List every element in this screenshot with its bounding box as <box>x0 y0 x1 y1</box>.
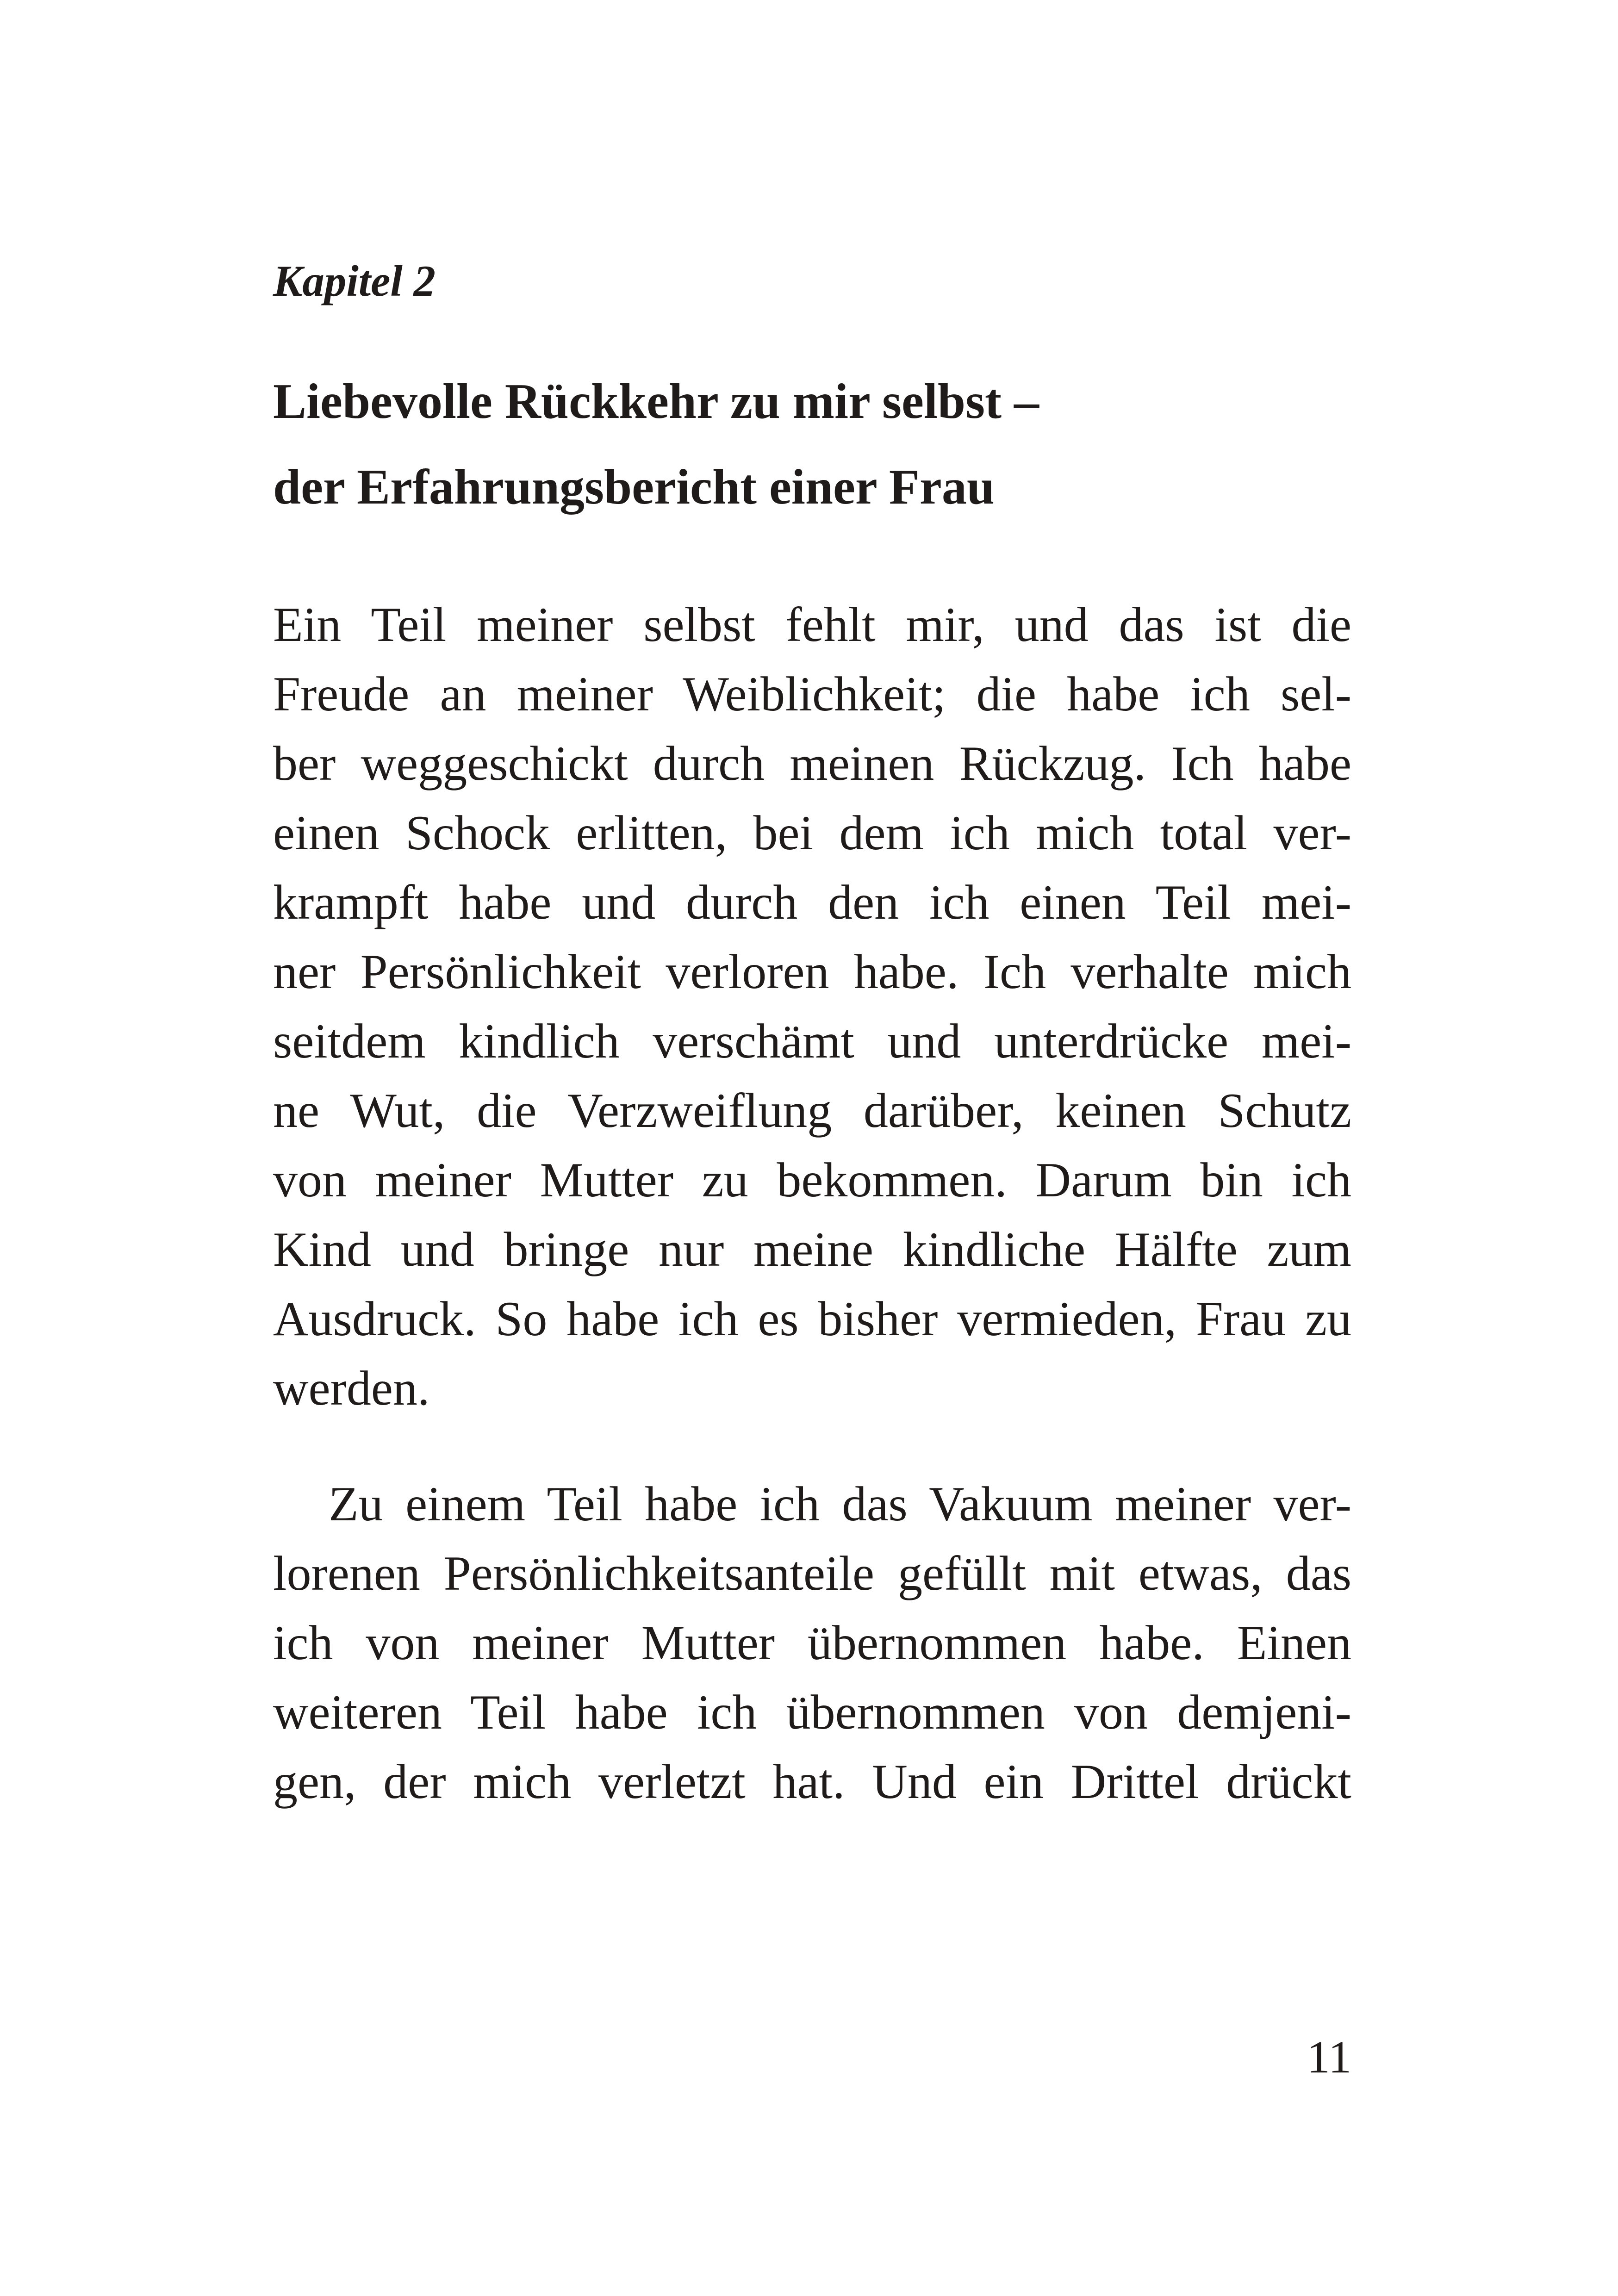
text-line: Kind und bringe nur meine kindliche Hälfte zum <box>273 1222 1351 1276</box>
chapter-title-line: Liebevolle Rückkehr zu mir selbst – <box>273 374 1039 429</box>
text-line: ner Persönlichkeit verloren habe. Ich verhalte mich <box>273 945 1351 999</box>
paragraph <box>273 590 1351 1423</box>
text-line: Zu einem Teil habe ich das Vakuum meiner ver- <box>329 1477 1351 1531</box>
text-line: seitdem kindlich verschämt und unterdrücke mei- <box>273 1014 1351 1068</box>
text-line: lorenen Persönlichkeitsanteile gefüllt mit etwas, das <box>273 1546 1351 1600</box>
text-line: Freude an meiner Weiblichkeit; die habe ich sel- <box>273 667 1351 721</box>
page-number: 11 <box>1307 2031 1351 2083</box>
chapter-title-line: der Erfahrungsbericht einer Frau <box>273 460 995 515</box>
text-line: Ein Teil meiner selbst fehlt mir, und das ist die <box>273 597 1351 652</box>
text-line: gen, der mich verletzt hat. Und ein Drittel drückt <box>273 1755 1351 1809</box>
text-line: einen Schock erlitten, bei dem ich mich total ver- <box>273 806 1351 860</box>
text-line: ne Wut, die Verzweiflung darüber, keinen Schutz <box>273 1083 1351 1138</box>
text-line: werden. <box>273 1361 430 1415</box>
text-line: ich von meiner Mutter übernommen habe. Einen <box>273 1616 1351 1670</box>
text-line: Ausdruck. So habe ich es bisher vermieden, Frau zu <box>273 1292 1351 1346</box>
text-line: ber weggeschickt durch meinen Rückzug. Ich habe <box>273 736 1351 790</box>
chapter-title <box>273 359 1356 530</box>
paragraph <box>273 1469 1351 1817</box>
chapter-label: Kapitel 2 <box>273 256 436 305</box>
text-line: von meiner Mutter zu bekommen. Darum bin ich <box>273 1153 1351 1207</box>
text-line: krampft habe und durch den ich einen Teil mei- <box>273 875 1351 929</box>
text-line: weiteren Teil habe ich übernommen von demjeni- <box>273 1685 1351 1739</box>
